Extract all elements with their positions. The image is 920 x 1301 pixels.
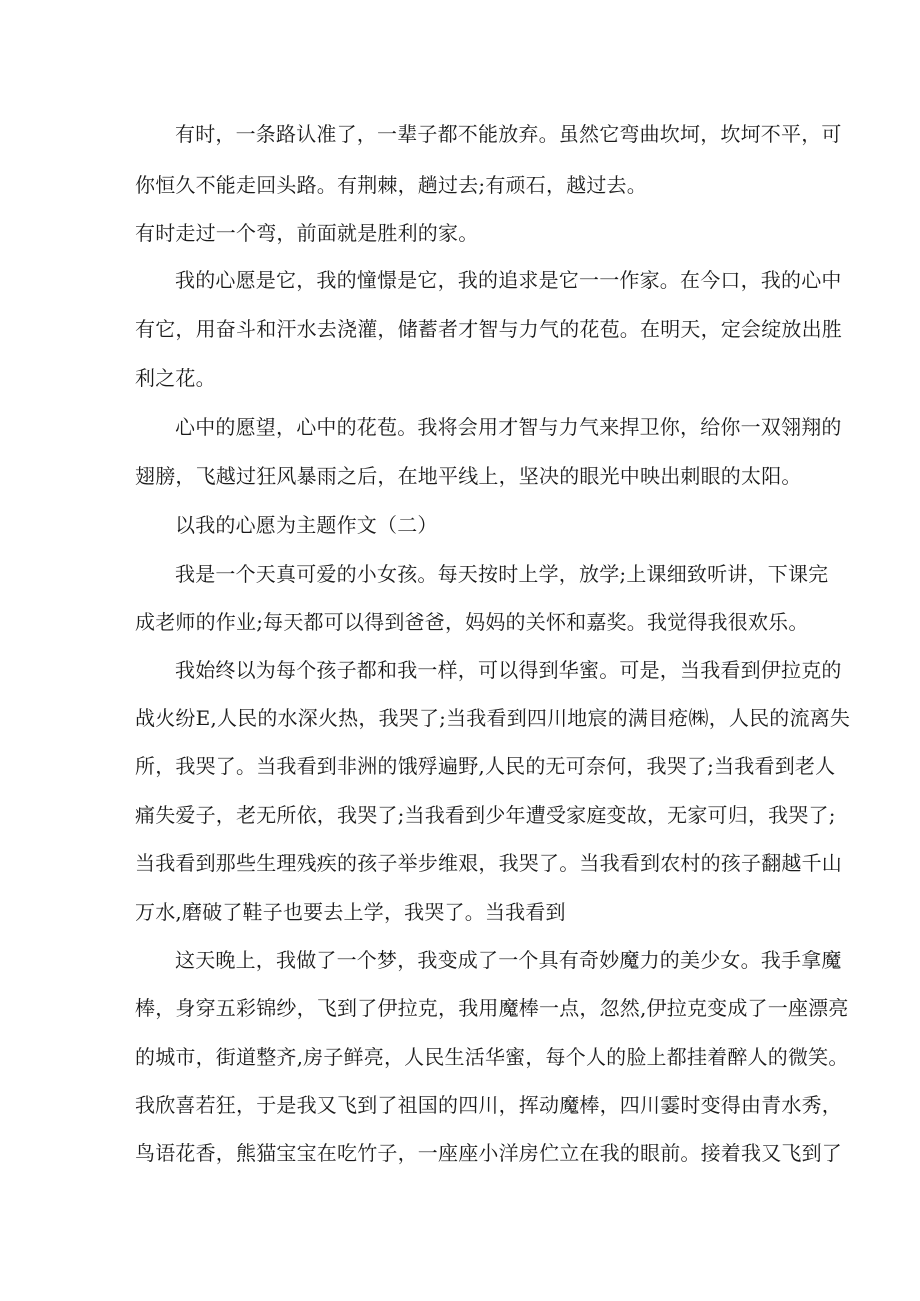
text-line: 万水,磨破了鞋子也要去上学，我哭了。当我看到: [135, 900, 566, 924]
text-line: 这天晚上，我做了一个梦，我变成了一个具有奇妙魔力的美少女。我手拿魔: [175, 948, 842, 972]
text-line: 战火纷E,人民的水深火热，我哭了;当我看到四川地宸的满目疮㈱，人民的流离失: [135, 706, 851, 730]
text-line: 我是一个天真可爱的小女孩。每天按时上学，放学;上课细致听讲，下课完: [175, 562, 829, 586]
text-line: 我始终以为每个孩子都和我一样，可以得到华蜜。可是，当我看到伊拉克的: [175, 658, 842, 682]
text-line: 你恒久不能走回头路。有荆棘，趟过去;有顽石，越过去。: [135, 173, 647, 197]
text-line: 鸟语花香，熊猫宝宝在吃竹子，一座座小洋房伫立在我的眼前。接着我又飞到了: [135, 1141, 842, 1165]
text-line: 当我看到那些生理残疾的孩子举步维艰，我哭了。当我看到农村的孩子翻越千山: [135, 851, 842, 875]
text-line: 翅膀，飞越过狂风暴雨之后，在地平线上，坚决的眼光中映出刺眼的太阳。: [135, 464, 802, 488]
text-line: 有时，一条路认准了，一辈子都不能放弃。虽然它弯曲坎坷，坎坷不平，可: [175, 122, 842, 146]
text-line: 利之花。: [135, 366, 216, 390]
text-line: 痛失爱子，老无所依，我哭了;当我看到少年遭受家庭变故，无家可归，我哭了;: [135, 803, 836, 827]
text-line: 的城市，街道整齐,房子鲜亮，人民生活华蜜，每个人的脸上都挂着醉人的微笑。: [135, 1045, 849, 1069]
text-line: 心中的愿望，心中的花苞。我将会用才智与力气来捍卫你，给你一双翎翔的: [175, 415, 842, 439]
section-heading: 以我的心愿为主题作文（二）: [175, 513, 438, 537]
text-line: 棒，身穿五彩锦纱，飞到了伊拉克，我用魔棒一点，忽然,伊拉克变成了一座漂亮: [135, 996, 849, 1020]
text-line: 所，我哭了。当我看到非洲的饿殍遍野,人民的无可奈何，我哭了;当我看到老人: [135, 754, 836, 778]
text-line: 有它，用奋斗和汗水去浇灌，储蓄者才智与力气的花苞。在明天，定会绽放出胜: [135, 317, 842, 341]
text-line: 有时走过一个弯，前面就是胜利的家。: [135, 221, 479, 245]
text-line: 成老师的作业;每天都可以得到爸爸，妈妈的关怀和嘉奖。我觉得我很欢乐。: [135, 610, 809, 634]
text-line: 我欣喜若狂，于是我又飞到了祖国的四川，挥动魔棒，四川霎时变得由青水秀，: [135, 1093, 842, 1117]
text-line: 我的心愿是它，我的憧憬是它，我的追求是它一一作家。在今口，我的心中: [175, 268, 842, 292]
